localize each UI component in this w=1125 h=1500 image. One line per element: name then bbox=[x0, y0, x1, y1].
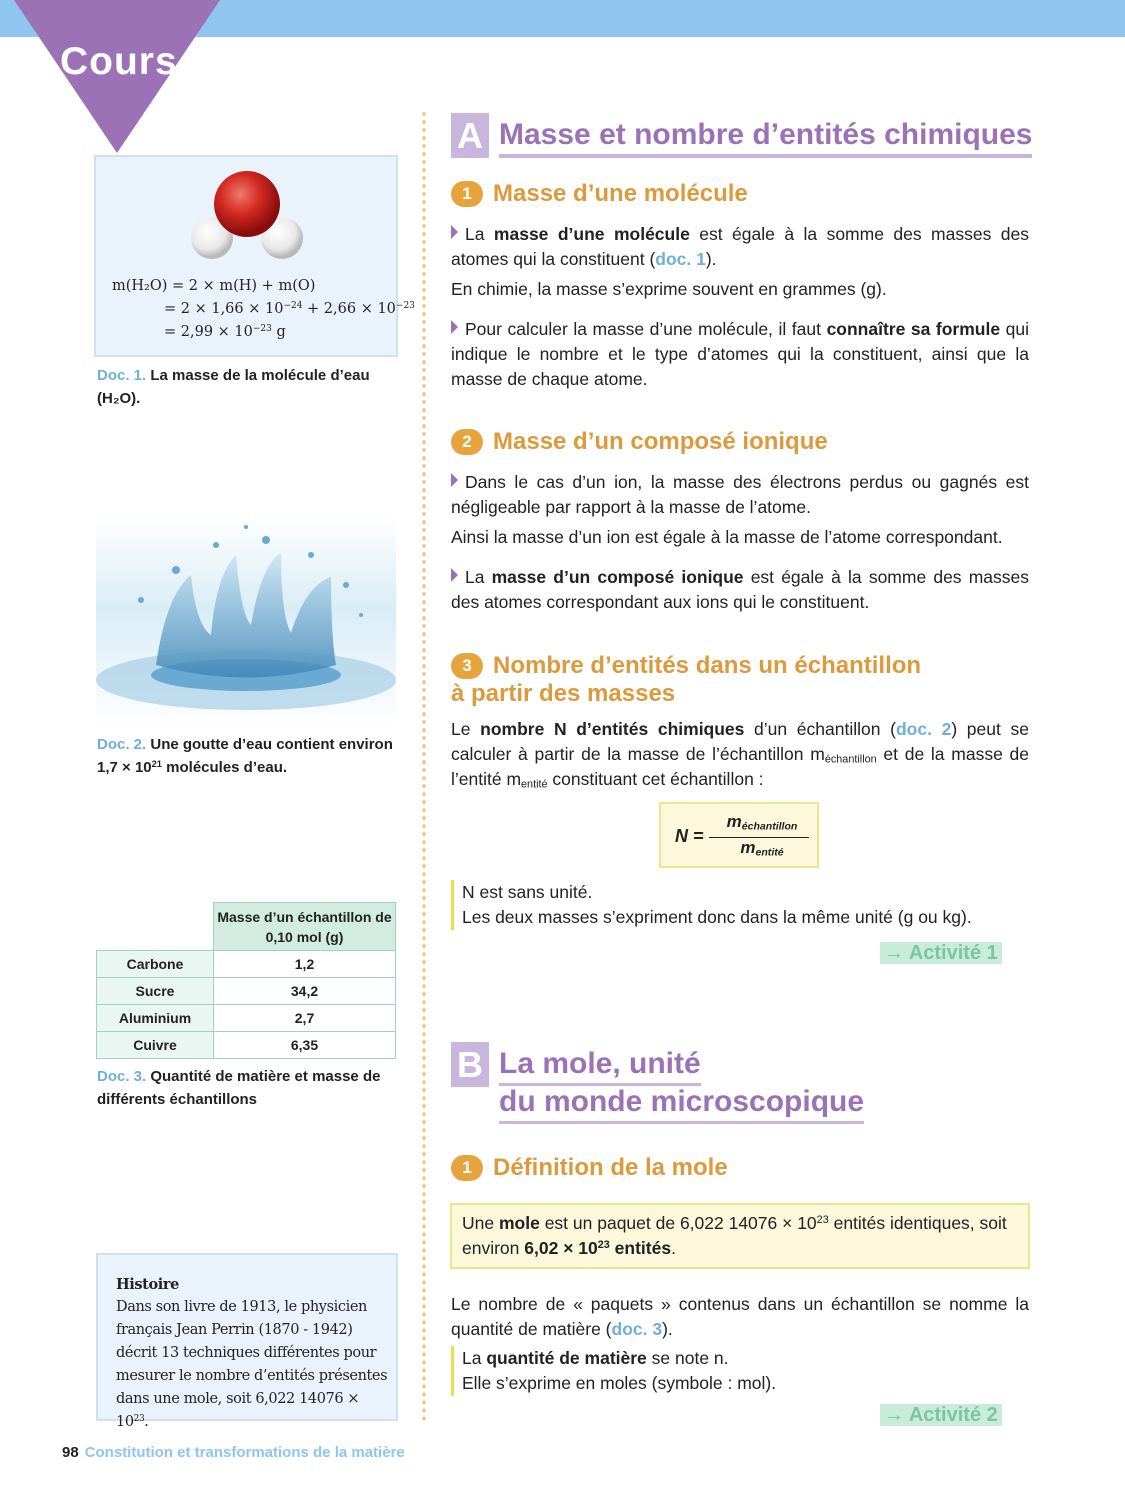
paragraph: Le nombre de « paquets » contenus dans un échantillon se nomme la quantité de matière (doc. 3). bbox=[451, 1294, 1029, 1339]
doc-link: doc. 3 bbox=[611, 1319, 663, 1339]
formula-line-3: = $2,99 \times 10^{-23}$ g bbox=[164, 324, 286, 340]
column-divider bbox=[422, 112, 426, 1422]
paragraph: Dans le cas d’un ion, la masse des électrons perdus ou gagnés est négligeable par rapport à la masse de l’atome. bbox=[451, 472, 1029, 517]
section-letter: B bbox=[451, 1042, 489, 1087]
paragraph: La masse d’une molécule est égale à la somme des masses des atomes qui la constituent (doc. 1). bbox=[451, 224, 1029, 269]
doc-link: doc. 2 bbox=[895, 719, 952, 739]
section-title: Masse et nombre d’entités chimiques bbox=[499, 116, 1032, 158]
section-title-line-2: du monde microscopique bbox=[499, 1083, 864, 1124]
paragraph: Pour calculer la masse d’une molécule, il faut connaître sa formule qui indique le nombre et le type d’atomes qui la constituent, ainsi que la masse de chaque atome. bbox=[451, 319, 1029, 389]
chapter-title: Constitution et transformations de la matière bbox=[84, 1444, 405, 1461]
table-row: Aluminium 2,7 bbox=[97, 1005, 396, 1032]
doc-link: doc. 1 bbox=[655, 249, 706, 269]
table-header: Masse d’un échantillon de 0,10 mol (g) bbox=[214, 903, 396, 951]
activity-link[interactable]: → Activité 2 bbox=[880, 1404, 1002, 1426]
histoire-text: Dans son livre de 1913, le physicien français Jean Perrin (1870 - 1942) décrit 13 techniques différentes pour mesurer le nombre d’entités présentes dans une mole, soit 6,022 $14076 \times 10^{23}$. bbox=[116, 1299, 388, 1430]
subsection-a1: 1 Masse d’une molécule bbox=[451, 180, 748, 208]
formula-box: N = $m_{échantillon}$ $m_{entité}$ bbox=[659, 802, 819, 868]
activity-link[interactable]: → Activité 1 bbox=[880, 942, 1002, 964]
section-letter: A bbox=[451, 113, 489, 158]
subsection-a2: 2 Masse d’un composé ionique bbox=[451, 428, 828, 456]
doc1-formula bbox=[112, 275, 415, 344]
paragraph: Le nombre N d’entités chimiques d’un échantillon (doc. 2) peut se calculer à partir de la masse de l’échantillon $m_{échantillon}$ et de la masse de l’entité $m_{entité}$ constituant cet échantillon : bbox=[451, 719, 1030, 791]
section-title-line-1: La mole, unité bbox=[499, 1045, 701, 1086]
table-row: Sucre 34,2 bbox=[97, 978, 396, 1005]
note: N est sans unité. Les deux masses s’expriment donc dans la même unité (g ou kg). bbox=[451, 880, 972, 930]
subsection-a3: 3 Nombre d’entités dans un échantillon à partir des masses bbox=[451, 652, 922, 707]
paragraph: En chimie, la masse s’exprime souvent en grammes (g). bbox=[451, 279, 887, 299]
histoire-box bbox=[96, 1253, 398, 1430]
subsection-b1: 1 Définition de la mole bbox=[451, 1154, 728, 1182]
table-row: Carbone 1,2 bbox=[97, 951, 396, 978]
definition-box: Une mole est un paquet de 6,022 $14076 \times 10^{23}$ entités identiques, soit environ $6,02 \times 10^{23}$ entités. bbox=[450, 1203, 1030, 1269]
water-molecule-image bbox=[190, 170, 305, 265]
doc3-caption: Doc. 3. Quantité de matière et masse de différents échantillons bbox=[97, 1068, 381, 1108]
formula-line-2: = $2 \times 1,66 \times 10^{-24} + 2,66 \times 10^{-23}$ bbox=[164, 301, 415, 317]
section-label: Cours bbox=[60, 40, 178, 83]
paragraph: La masse d’un composé ionique est égale à la somme des masses des atomes correspondant aux ions qui le constituent. bbox=[451, 567, 1029, 612]
note: La quantité de matière se note n. Elle s’exprime en moles (symbole : mol). bbox=[451, 1346, 776, 1396]
doc1-caption: Doc. 1. La masse de la molécule d’eau (H₂O). bbox=[97, 367, 370, 407]
doc2-caption: Doc. 2. Une goutte d’eau contient environ $1,7 \times 10^{21}$ molécules d’eau. bbox=[97, 736, 393, 776]
doc3-table bbox=[96, 902, 396, 1059]
paragraph: Ainsi la masse d’un ion est égale à la masse de l’atome correspondant. bbox=[451, 527, 1003, 547]
page-footer bbox=[62, 1444, 405, 1461]
formula-line-1: m(H₂O) = 2 × m(H) + m(O) bbox=[112, 278, 316, 294]
table-row: Cuivre 6,35 bbox=[97, 1032, 396, 1059]
page-number: 98 bbox=[62, 1444, 79, 1461]
water-splash-image bbox=[96, 515, 396, 727]
histoire-title: Histoire bbox=[116, 1276, 179, 1293]
